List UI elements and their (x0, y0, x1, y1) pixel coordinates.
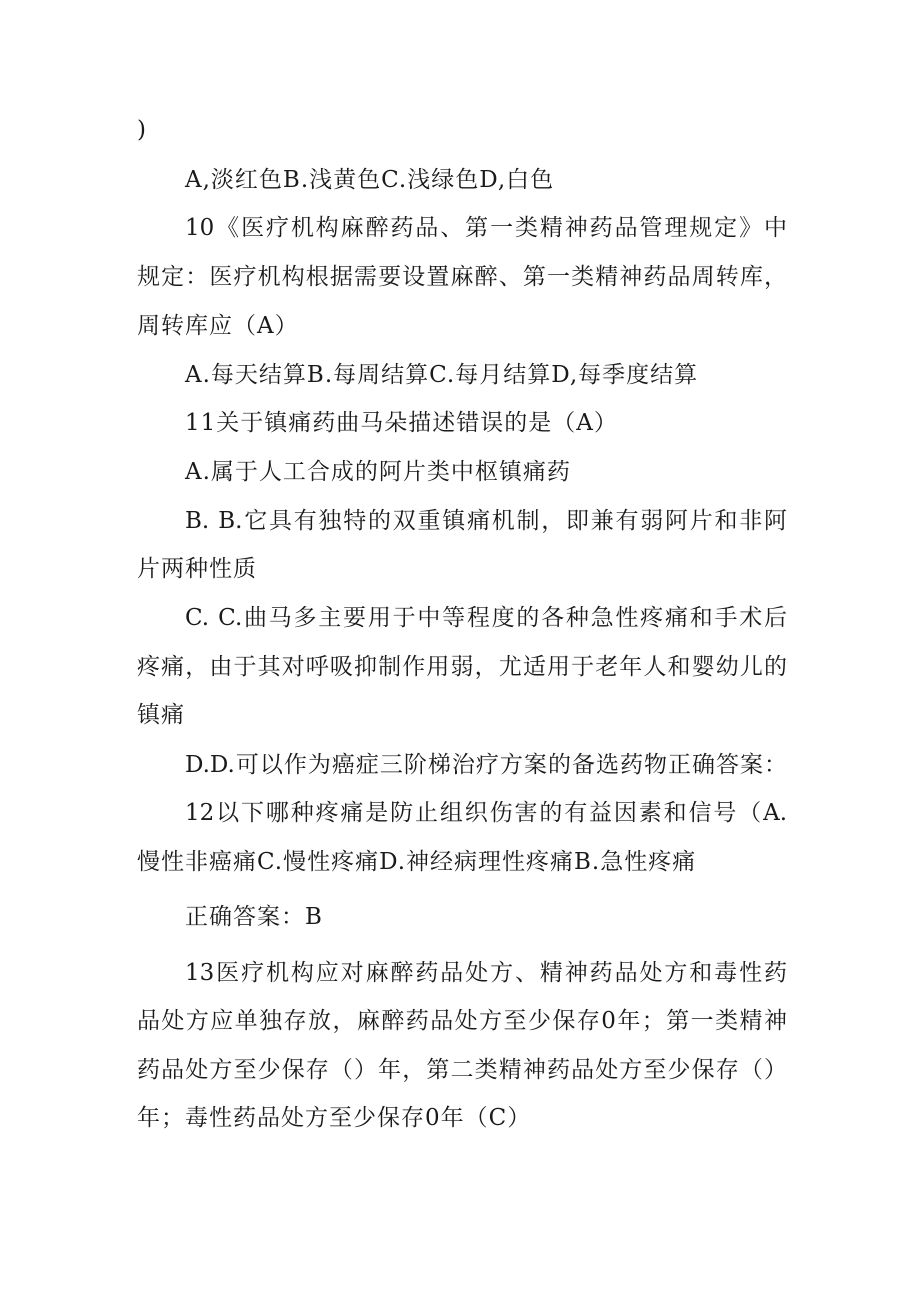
text-line-9: B. B.它具有独特的双重镇痛机制，即兼有弱阿片和非阿 (185, 508, 787, 534)
text-line-15: 12以下哪种疼痛是防止组织伤害的有益因素和信号（A. (185, 800, 787, 826)
text-line-19: 品处方应单独存放，麻醉药品处方至少保存0年；第一类精神 (137, 1008, 787, 1034)
text-line-6: A.每天结算B.每周结算C.每月结算D,每季度结算 (185, 362, 699, 388)
text-line-5: 周转库应（A） (137, 313, 299, 339)
text-line-14: D.D.可以作为癌症三阶梯治疗方案的备选药物正确答案： (185, 752, 787, 778)
text-line-7: 11关于镇痛药曲马朵描述错误的是（A） (185, 410, 618, 436)
text-line-18: 13医疗机构应对麻醉药品处方、精神药品处方和毒性药 (185, 960, 787, 986)
text-line-1: ) (137, 117, 147, 143)
text-line-8: A.属于人工合成的阿片类中枢镇痛药 (185, 459, 571, 485)
text-line-10: 片两种性质 (137, 556, 257, 582)
text-line-17: 正确答案：B (185, 904, 323, 930)
text-line-21: 年；毒性药品处方至少保存0年（C） (137, 1105, 532, 1131)
text-line-12: 疼痛，由于其对呼吸抑制作用弱，尤适用于老年人和婴幼儿的 (137, 654, 787, 680)
text-line-11: C. C.曲马多主要用于中等程度的各种急性疼痛和手术后 (185, 605, 787, 631)
text-line-20: 药品处方至少保存（）年，第二类精神药品处方至少保存（） (137, 1057, 787, 1083)
text-line-16: 慢性非癌痛C.慢性疼痛D.神经病理性疼痛B.急性疼痛 (137, 849, 697, 875)
text-line-13: 镇痛 (137, 702, 185, 728)
text-line-2: A,淡红色B.浅黄色C.浅绿色D,白色 (185, 167, 555, 193)
text-line-4: 规定：医疗机构根据需要设置麻醉、第一类精神药品周转库， (137, 264, 787, 290)
text-line-3: 10《医疗机构麻醉药品、第一类精神药品管理规定》中 (185, 215, 787, 241)
